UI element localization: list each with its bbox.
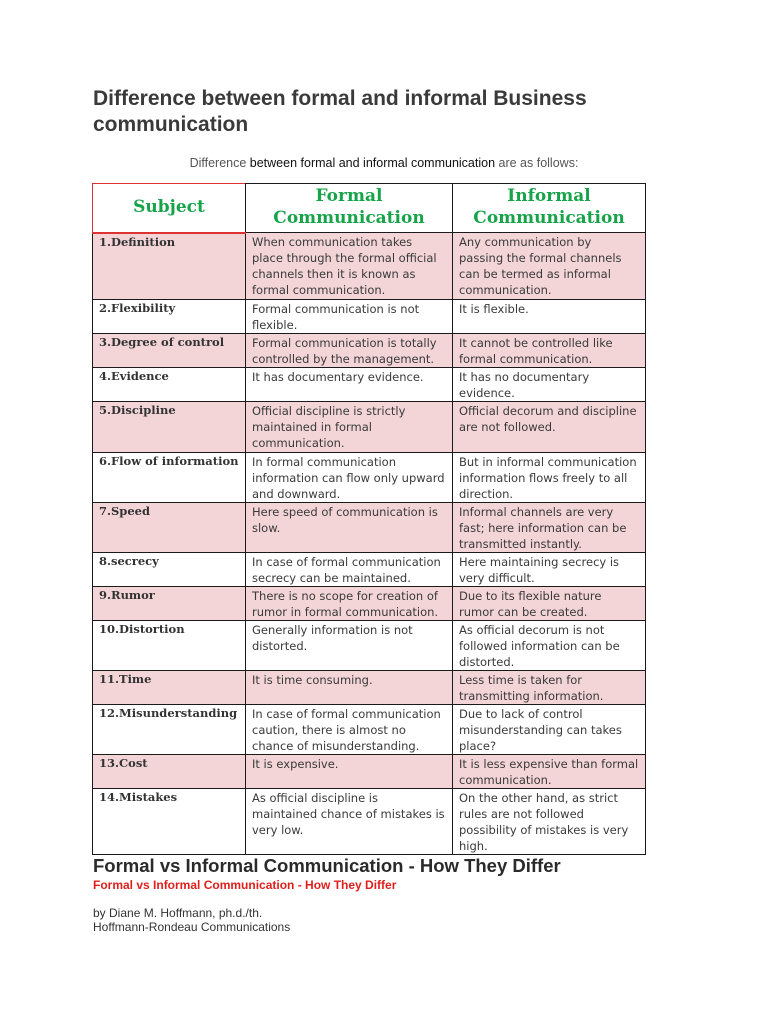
intro-text — [0, 156, 768, 170]
row-subject: 2.Flexibility — [93, 300, 246, 334]
row-subject: 8.secrecy — [93, 553, 246, 587]
row-formal: Formal communication is totally controlled by the management. — [246, 334, 453, 368]
row-informal: It cannot be controlled like formal communication. — [453, 334, 646, 368]
section-subheading-link[interactable]: Formal vs Informal Communication - How They Differ — [93, 878, 397, 892]
row-subject: 6.Flow of information — [93, 453, 246, 503]
intro-link[interactable]: between formal and informal communication — [249, 156, 496, 170]
row-informal: Due to lack of control misunderstanding can takes place? — [453, 705, 646, 755]
row-subject: 11.Time — [93, 671, 246, 705]
row-formal: It is expensive. — [246, 755, 453, 789]
row-formal: As official discipline is maintained chance of mistakes is very low. — [246, 789, 453, 855]
row-formal: Formal communication is not flexible. — [246, 300, 453, 334]
row-formal: When communication takes place through the formal official channels then it is known as formal communication. — [246, 233, 453, 300]
row-formal: It is time consuming. — [246, 671, 453, 705]
table-row — [93, 587, 646, 621]
row-informal: Less time is taken for transmitting information. — [453, 671, 646, 705]
row-informal: As official decorum is not followed information can be distorted. — [453, 621, 646, 671]
table-row — [93, 402, 646, 453]
row-informal: But in informal communication information flows freely to all direction. — [453, 453, 646, 503]
row-formal: In case of formal communication caution, there is almost no chance of misunderstanding. — [246, 705, 453, 755]
table-row — [93, 789, 646, 855]
row-subject: 7.Speed — [93, 503, 246, 553]
table-row — [93, 503, 646, 553]
table-row — [93, 705, 646, 755]
row-formal: Official discipline is strictly maintained in formal communication. — [246, 402, 453, 453]
row-informal: It is less expensive than formal communication. — [453, 755, 646, 789]
intro-after: are as follows: — [495, 156, 579, 170]
row-subject: 13.Cost — [93, 755, 246, 789]
row-subject: 9.Rumor — [93, 587, 246, 621]
row-informal: It has no documentary evidence. — [453, 368, 646, 402]
row-subject: 12.Misunderstanding — [93, 705, 246, 755]
table-row — [93, 453, 646, 503]
table-row — [93, 553, 646, 587]
row-subject: 5.Discipline — [93, 402, 246, 453]
row-formal: In case of formal communication secrecy can be maintained. — [246, 553, 453, 587]
row-subject: 14.Mistakes — [93, 789, 246, 855]
section-heading: Formal vs Informal Communication - How They Differ — [93, 855, 561, 876]
row-subject: 4.Evidence — [93, 368, 246, 402]
author-line: by Diane M. Hoffmann, ph.d./th. — [93, 906, 263, 920]
row-formal: Here speed of communication is slow. — [246, 503, 453, 553]
row-informal: On the other hand, as strict rules are not followed possibility of mistakes is very high. — [453, 789, 646, 855]
row-formal: It has documentary evidence. — [246, 368, 453, 402]
row-formal: There is no scope for creation of rumor in formal communication. — [246, 587, 453, 621]
comparison-table — [92, 183, 646, 855]
row-subject: 10.Distortion — [93, 621, 246, 671]
table-row — [93, 621, 646, 671]
table-row — [93, 334, 646, 368]
table-row — [93, 233, 646, 300]
header-subject: Subject — [93, 184, 246, 233]
table-row — [93, 368, 646, 402]
row-informal: Official decorum and discipline are not followed. — [453, 402, 646, 453]
page-title: Difference between formal and informal Business communication — [93, 87, 587, 136]
row-formal: In formal communication information can flow only upward and downward. — [246, 453, 453, 503]
table-row — [93, 300, 646, 334]
row-subject: 1.Definition — [93, 233, 246, 300]
row-informal: Any communication by passing the formal channels can be termed as informal communication. — [453, 233, 646, 300]
organization-line: Hoffmann-Rondeau Communications — [93, 920, 291, 934]
row-formal: Generally information is not distorted. — [246, 621, 453, 671]
row-subject: 3.Degree of control — [93, 334, 246, 368]
row-informal: Informal channels are very fast; here information can be transmitted instantly. — [453, 503, 646, 553]
row-informal: Due to its flexible nature rumor can be created. — [453, 587, 646, 621]
table-row — [93, 755, 646, 789]
header-informal: Informal Communication — [453, 184, 646, 233]
row-informal: It is flexible. — [453, 300, 646, 334]
row-informal: Here maintaining secrecy is very difficult. — [453, 553, 646, 587]
header-formal: Formal Communication — [246, 184, 453, 233]
byline — [93, 906, 290, 934]
intro-before: Difference — [189, 156, 250, 170]
table-row — [93, 671, 646, 705]
table-header-row — [93, 184, 646, 233]
